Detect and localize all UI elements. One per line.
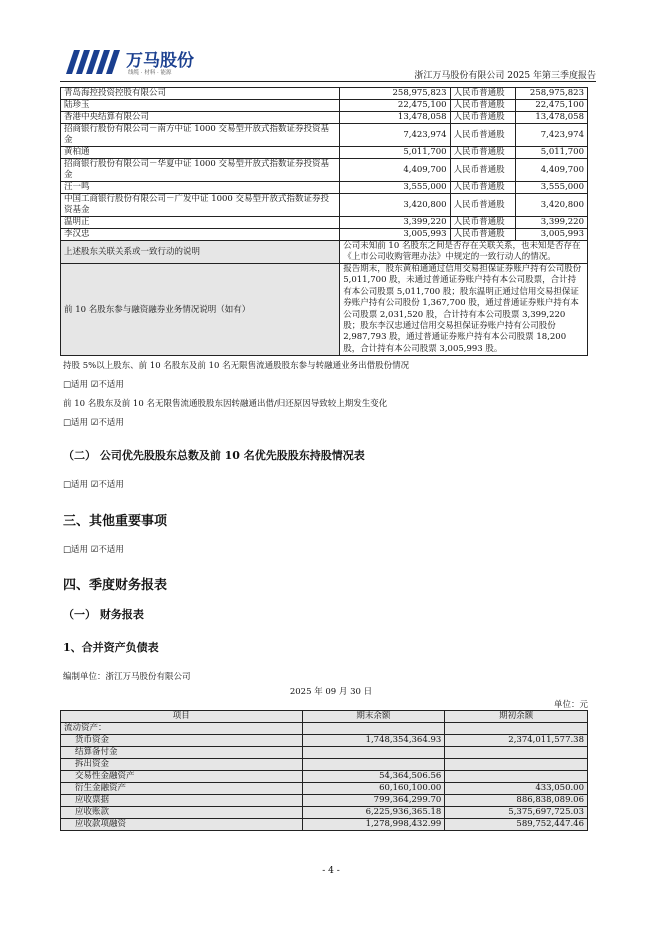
lending-note: 持股 5%以上股东、前 10 名股东及前 10 名无限售流通股股东参与转融通业务出借股份情况 [63, 361, 410, 371]
shareholder-name: 招商银行股份有限公司－华夏中证 1000 交易型开放式指数证券投资基金 [61, 159, 340, 182]
balance-row [61, 771, 588, 783]
balance-row [61, 819, 588, 831]
margin-label: 前 10 名股东参与融资融券业务情况说明（如有） [61, 264, 340, 356]
lending-checkbox: □适用 ☑不适用 [63, 380, 124, 390]
share-type: 人民币普通股 [450, 159, 515, 182]
change-checkbox: □适用 ☑不适用 [63, 418, 124, 428]
header-divider [60, 81, 596, 82]
relation-row [61, 241, 588, 264]
share-count: 3,555,000 [515, 182, 587, 194]
shareholder-shares: 3,399,220 [340, 217, 450, 229]
balance-begin: 589,752,447.46 [445, 819, 588, 831]
relation-text: 公司未知前 10 名股东之间是否存在关联关系，也未知是否存在《上市公司收购管理办法》中规定的一致行动人的情况。 [340, 241, 588, 264]
quarterly-statements-heading: 四、季度财务报表 [63, 578, 168, 593]
other-matters-heading: 三、其他重要事项 [63, 514, 168, 529]
share-count: 13,478,058 [515, 112, 587, 124]
shareholder-name: 中国工商银行股份有限公司－广发中证 1000 交易型开放式指数证券投资基金 [61, 194, 340, 217]
shareholder-shares: 3,420,800 [340, 194, 450, 217]
balance-begin [445, 723, 588, 735]
share-type: 人民币普通股 [450, 147, 515, 159]
unit-label: 单位：元 [553, 700, 588, 710]
compiler-unit: 编制单位：浙江万马股份有限公司 [63, 672, 191, 682]
balance-item: 拆出资金 [61, 759, 303, 771]
shareholder-name: 香港中央结算有限公司 [61, 112, 340, 124]
balance-item: 流动资产： [61, 723, 303, 735]
shareholder-name: 招商银行股份有限公司－南方中证 1000 交易型开放式指数证券投资基金 [61, 124, 340, 147]
shareholder-name: 李汉忠 [61, 229, 340, 241]
balance-item: 应收票据 [61, 795, 303, 807]
relation-label: 上述股东关联关系或一致行动的说明 [61, 241, 340, 264]
brand-slogan: 线缆 · 材料 · 能源 [128, 70, 172, 76]
balance-end: 6,225,936,365.18 [302, 807, 445, 819]
balance-end: 60,160,100.00 [302, 783, 445, 795]
shareholder-name: 汪一鸣 [61, 182, 340, 194]
col-header-begin: 期初余额 [445, 711, 588, 723]
balance-item: 货币资金 [61, 735, 303, 747]
balance-row [61, 795, 588, 807]
share-type: 人民币普通股 [450, 88, 515, 100]
shareholder-row [61, 124, 588, 147]
preferred-checkbox: □适用 ☑不适用 [63, 480, 124, 490]
top-shareholders-table [60, 87, 588, 356]
balance-begin [445, 747, 588, 759]
share-type: 人民币普通股 [450, 217, 515, 229]
shareholder-shares: 3,005,993 [340, 229, 450, 241]
balance-end: 54,364,506.56 [302, 771, 445, 783]
share-count: 3,005,993 [515, 229, 587, 241]
balance-begin: 5,375,697,725.03 [445, 807, 588, 819]
shareholder-row [61, 194, 588, 217]
share-type: 人民币普通股 [450, 229, 515, 241]
shareholder-row [61, 182, 588, 194]
balance-row [61, 759, 588, 771]
balance-begin: 2,374,011,577.38 [445, 735, 588, 747]
balance-begin: 886,838,089.06 [445, 795, 588, 807]
balance-end: 1,748,354,364.93 [302, 735, 445, 747]
shareholder-row [61, 147, 588, 159]
balance-sheet-table [60, 710, 588, 831]
shareholder-row [61, 100, 588, 112]
share-count: 7,423,974 [515, 124, 587, 147]
col-header-end: 期末余额 [302, 711, 445, 723]
shareholder-name: 青岛海控投资控股有限公司 [61, 88, 340, 100]
balance-begin [445, 759, 588, 771]
margin-row [61, 264, 588, 356]
balance-row [61, 723, 588, 735]
balance-item: 交易性金融资产 [61, 771, 303, 783]
balance-sheet-heading: 1、合并资产负债表 [63, 641, 159, 654]
financial-statements-heading: （一） 财务报表 [63, 608, 144, 621]
share-count: 3,399,220 [515, 217, 587, 229]
share-count: 5,011,700 [515, 147, 587, 159]
shareholder-shares: 7,423,974 [340, 124, 450, 147]
shareholder-name: 黄柏通 [61, 147, 340, 159]
shareholder-row [61, 229, 588, 241]
col-header-item: 项目 [61, 711, 303, 723]
page-number: - 4 - [322, 866, 340, 876]
shareholder-row [61, 159, 588, 182]
shareholder-name: 陆珍玉 [61, 100, 340, 112]
shareholder-shares: 258,975,823 [340, 88, 450, 100]
balance-header-row [61, 711, 588, 723]
shareholder-shares: 5,011,700 [340, 147, 450, 159]
other-matters-checkbox: □适用 ☑不适用 [63, 545, 124, 555]
shareholder-row [61, 217, 588, 229]
balance-item: 结算备付金 [61, 747, 303, 759]
balance-row [61, 807, 588, 819]
balance-end [302, 759, 445, 771]
balance-row [61, 747, 588, 759]
balance-item: 应收账款 [61, 807, 303, 819]
share-count: 4,409,700 [515, 159, 587, 182]
balance-end [302, 747, 445, 759]
report-date: 2025 年 09 月 30 日 [289, 687, 373, 697]
balance-row [61, 735, 588, 747]
shareholder-shares: 13,478,058 [340, 112, 450, 124]
share-type: 人民币普通股 [450, 112, 515, 124]
change-note: 前 10 名股东及前 10 名无限售流通股股东因转融通出借/归还原因导致较上期发生变化 [63, 399, 388, 409]
balance-row [61, 783, 588, 795]
balance-end [302, 723, 445, 735]
balance-end: 799,364,299.70 [302, 795, 445, 807]
share-count: 258,975,823 [515, 88, 587, 100]
balance-item: 应收款项融资 [61, 819, 303, 831]
shareholder-row [61, 88, 588, 100]
brand-name: 万马股份 [126, 51, 194, 71]
report-title: 浙江万马股份有限公司 2025 年第三季度报告 [414, 71, 596, 81]
shareholder-shares: 3,555,000 [340, 182, 450, 194]
balance-end: 1,278,998,432.99 [302, 819, 445, 831]
share-count: 3,420,800 [515, 194, 587, 217]
shareholder-shares: 4,409,700 [340, 159, 450, 182]
share-type: 人民币普通股 [450, 182, 515, 194]
company-logo [64, 44, 224, 78]
shareholder-row [61, 112, 588, 124]
balance-item: 衍生金融资产 [61, 783, 303, 795]
share-type: 人民币普通股 [450, 194, 515, 217]
shareholder-name: 温明正 [61, 217, 340, 229]
preferred-shares-heading: （二） 公司优先股股东总数及前 10 名优先股股东持股情况表 [63, 449, 365, 462]
share-type: 人民币普通股 [450, 124, 515, 147]
share-type: 人民币普通股 [450, 100, 515, 112]
margin-text: 报告期末，股东黄柏通通过信用交易担保证券账户持有公司股份 5,011,700 股，未通过普通证券账户持有本公司股票，合计持有本公司股票 5,011,700 股；股东温明正通过信用交易担保证券账户持有公司股份 1,367,700 股，通过普通证券账户持有本公司股票 2,031,520 股，合计持有本公司股票 3,399,220 股；股东李汉忠通过信用交易担保证券账户持有公司股份 2,987,793 股，通过普通证券账户持有本公司股票 18,200 股，合计持有本公司股票 3,005,993 股。 [340, 264, 588, 356]
balance-begin [445, 771, 588, 783]
balance-begin: 433,050.00 [445, 783, 588, 795]
shareholder-shares: 22,475,100 [340, 100, 450, 112]
share-count: 22,475,100 [515, 100, 587, 112]
